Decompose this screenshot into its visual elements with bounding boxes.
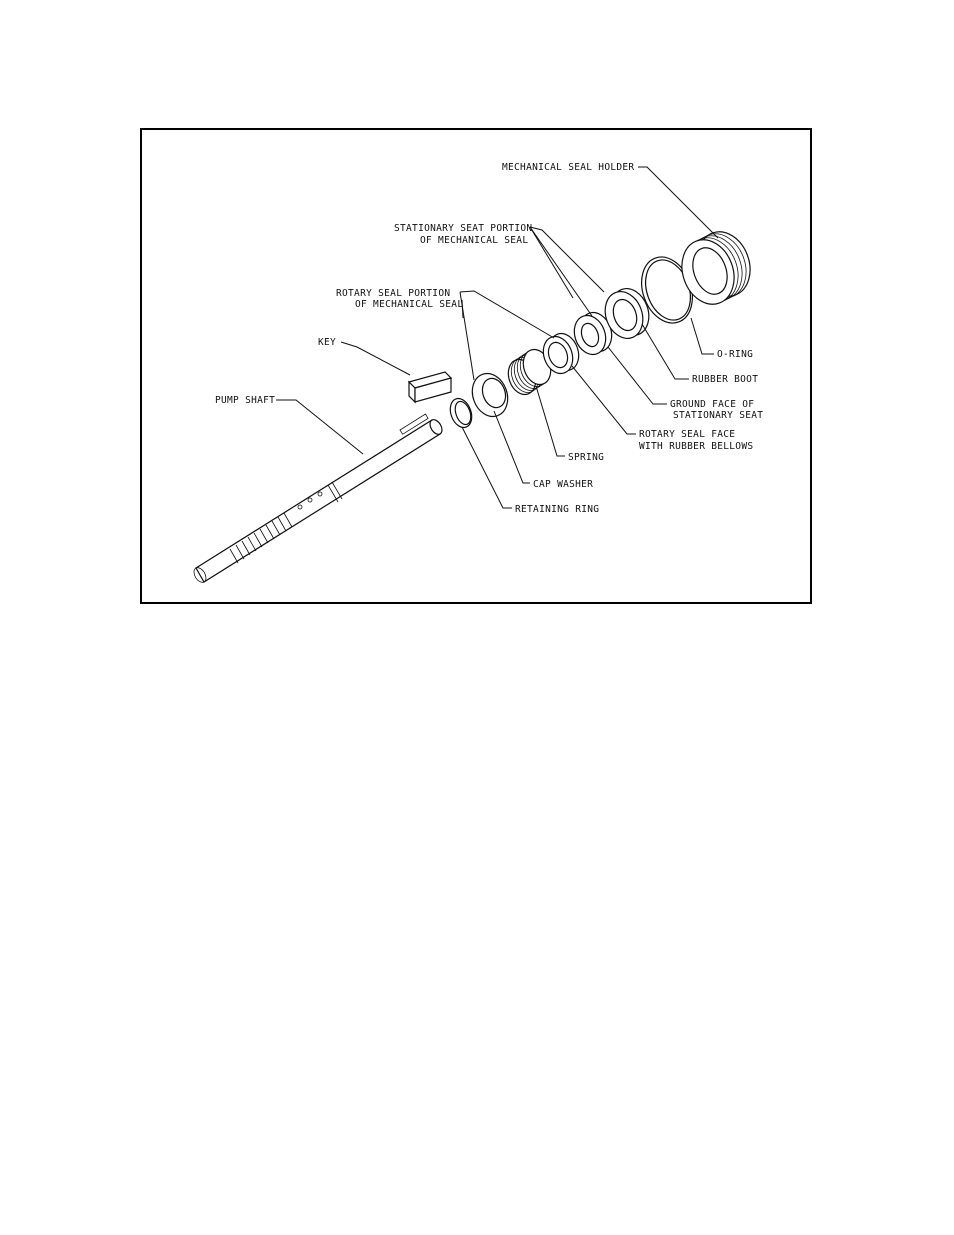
label-stationary-seat-line2: OF MECHANICAL SEAL	[420, 235, 529, 246]
leader-lines	[276, 167, 718, 508]
label-key: KEY	[318, 337, 337, 348]
label-rotary-face-line2: WITH RUBBER BELLOWS	[639, 441, 754, 452]
label-spring: SPRING	[568, 452, 605, 463]
figure-frame	[140, 128, 812, 604]
label-rotary-seal-line1: ROTARY SEAL PORTION	[336, 288, 451, 299]
exploded-seal-diagram	[142, 130, 810, 602]
label-retaining-ring: RETAINING RING	[515, 504, 600, 515]
label-mechanical-seal-holder: MECHANICAL SEAL HOLDER	[502, 162, 635, 173]
pump-shaft	[192, 414, 445, 584]
label-ground-face-line1: GROUND FACE OF	[670, 399, 755, 410]
label-pump-shaft: PUMP SHAFT	[215, 395, 276, 406]
key-part	[409, 372, 451, 402]
label-o-ring: O-RING	[717, 349, 754, 360]
label-rotary-face-line1: ROTARY SEAL FACE	[639, 429, 736, 440]
label-rotary-seal-line2: OF MECHANICAL SEAL	[355, 299, 464, 310]
label-rubber-boot: RUBBER BOOT	[692, 374, 759, 385]
label-stationary-seat-line1: STATIONARY SEAT PORTION	[394, 223, 533, 234]
label-ground-face-line2: STATIONARY SEAT	[673, 410, 764, 421]
retaining-ring-part	[446, 395, 475, 430]
label-cap-washer: CAP WASHER	[533, 479, 594, 490]
